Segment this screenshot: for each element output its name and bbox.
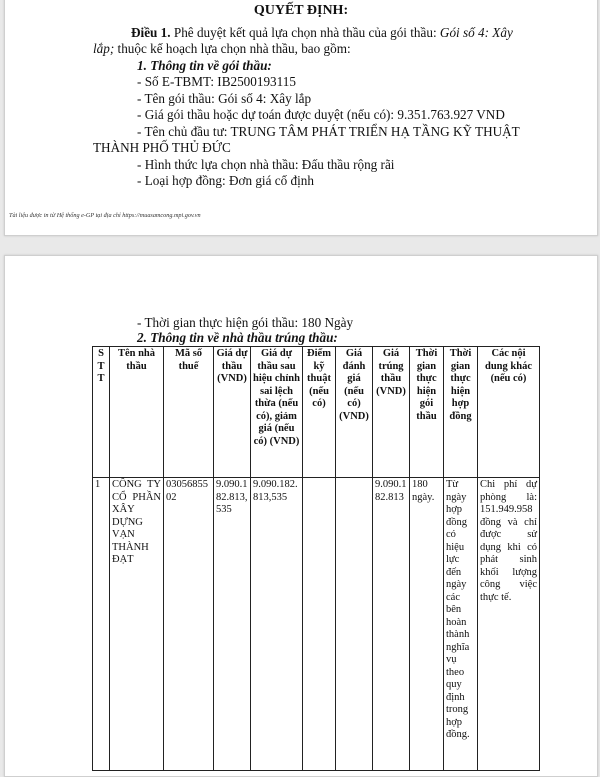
table-header-row	[93, 347, 540, 478]
cell-tech-score	[303, 478, 336, 771]
article-line2-text: thuộc kế hoạch lựa chọn nhà thầu, bao gồm:	[114, 41, 351, 56]
header-stt: STT	[93, 347, 110, 478]
document-page-2	[4, 255, 598, 777]
header-tax: Mã số thuế	[164, 347, 214, 478]
article-package: Gói số 4: Xây	[439, 25, 513, 40]
cell-win-price: 9.090.182.813	[373, 478, 410, 771]
info-item-contract-type: - Loại hợp đồng: Đơn giá cố định	[137, 173, 314, 188]
info-item-method: - Hình thức lựa chọn nhà thầu: Đấu thầu rộng rãi	[137, 157, 395, 172]
table-row	[93, 478, 540, 771]
info-item-package-price: - Giá gói thầu hoặc dự toán được duyệt (nếu có): 9.351.763.927 VND	[137, 107, 505, 122]
header-adjusted-price: Giá dự thầu sau hiệu chỉnh sai lệch thừa (nếu có), giảm giá (nếu có) (VND)	[251, 347, 303, 478]
duration-line: - Thời gian thực hiện gói thầu: 180 Ngày	[137, 315, 354, 330]
document-page-1	[4, 0, 598, 236]
cell-tax: 0305685502	[164, 478, 214, 771]
info-item-owner: - Tên chủ đầu tư: TRUNG TÂM PHÁT TRIỂN HẠ TẦNG KỸ THUẬT	[137, 124, 520, 139]
header-win-price: Giá trúng thầu (VND)	[373, 347, 410, 478]
header-contract-time: Thời gian thực hiện hợp đồng	[444, 347, 478, 478]
header-tech-score: Điểm kỹ thuật (nếu có)	[303, 347, 336, 478]
cell-eval-price	[336, 478, 373, 771]
info-item-package-name: - Tên gói thầu: Gói số 4: Xây lắp	[137, 91, 312, 106]
cell-adjusted-price: 9.090.182.813,535	[251, 478, 303, 771]
cell-pkg-time: 180 ngày.	[410, 478, 444, 771]
article-line2-italic: lắp;	[93, 41, 115, 56]
cell-name: CÔNG TY CỔ PHẦN XÂY DỰNG VẠN THÀNH ĐẠT	[110, 478, 164, 771]
info-item-owner-cont: THÀNH PHỐ THỦ ĐỨC	[93, 140, 231, 155]
article-label: Điều 1.	[131, 25, 171, 40]
footer-note: Tài liệu được in từ Hệ thống e-GP tại địa chỉ https://muasamcong.mpi.gov.vn	[9, 212, 201, 219]
section2-title: 2. Thông tin về nhà thầu trúng thầu:	[137, 330, 338, 345]
cell-stt: 1	[93, 478, 110, 771]
article-line-1	[131, 25, 513, 40]
header-bid-price: Giá dự thầu (VND)	[214, 347, 251, 478]
article-text: Phê duyệt kết quả lựa chọn nhà thầu của gói thầu:	[170, 25, 440, 40]
decision-heading: QUYẾT ĐỊNH:	[253, 3, 349, 18]
info-item-tbmt: - Số E-TBMT: IB2500193115	[137, 74, 296, 89]
cell-contract-time: Từ ngày hợp đồng có hiệu lực đến ngày các bên hoàn thành nghĩa vụ theo quy định trong hợp đồng.	[444, 478, 478, 771]
header-name: Tên nhà thầu	[110, 347, 164, 478]
article-line-2	[93, 41, 351, 56]
header-other: Các nội dung khác (nếu có)	[478, 347, 540, 478]
cell-bid-price: 9.090.182.813,535	[214, 478, 251, 771]
cell-other: Chi phí dự phòng là: 151.949.958 đồng và chỉ được sử dụng khi có phát sinh khối lượng công việc thực tế.	[478, 478, 540, 771]
header-eval-price: Giá đánh giá (nếu có) (VND)	[336, 347, 373, 478]
section1-title: 1. Thông tin về gói thầu:	[137, 58, 272, 73]
header-pkg-time: Thời gian thực hiện gói thầu	[410, 347, 444, 478]
winner-table	[92, 346, 540, 771]
